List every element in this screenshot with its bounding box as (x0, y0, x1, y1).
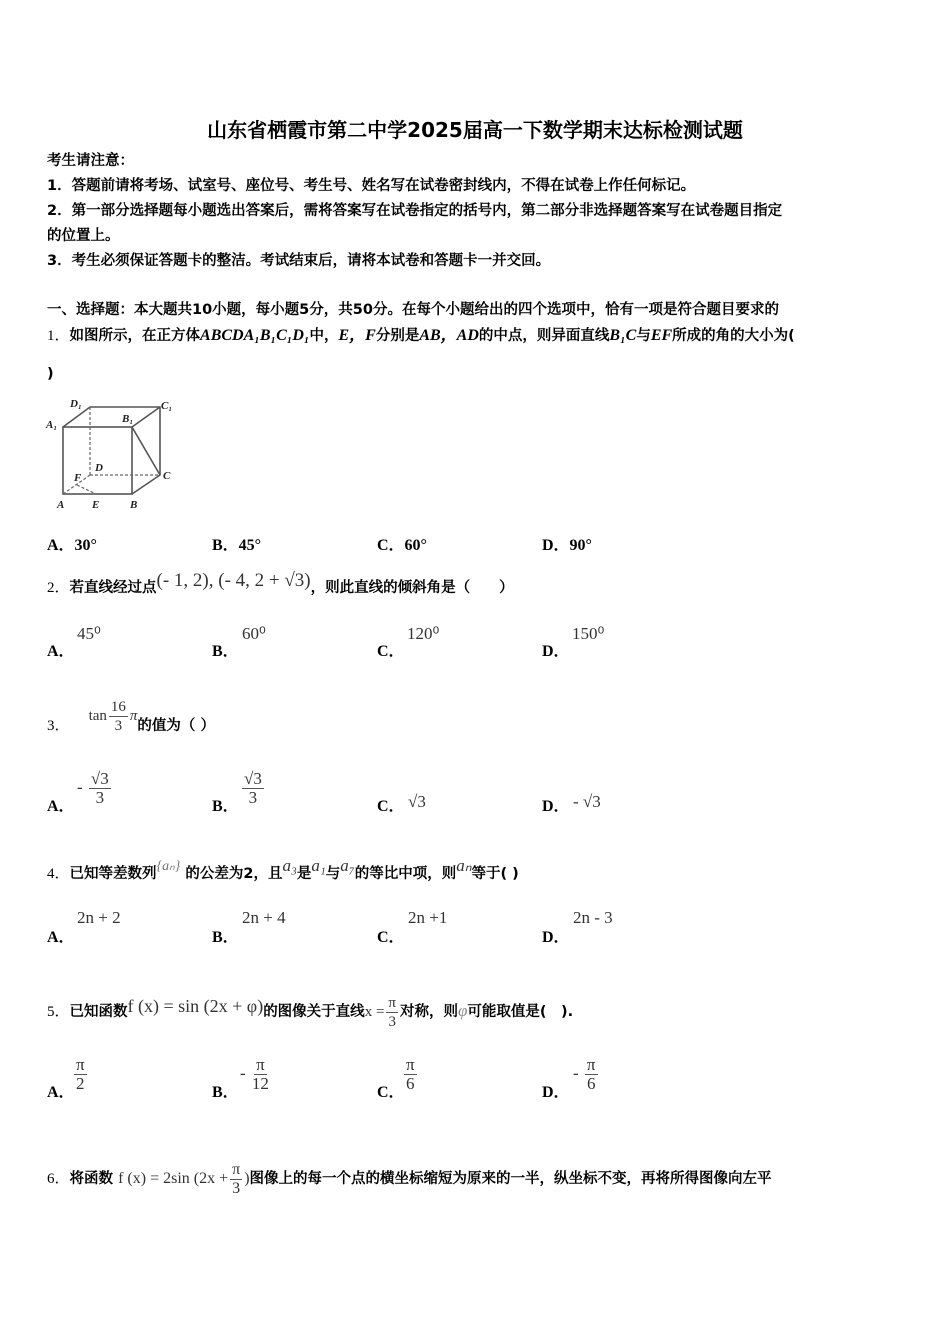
option-b-letter[interactable]: B． (212, 929, 239, 946)
pi: π (129, 707, 138, 724)
math-phi: φ (457, 1000, 468, 1020)
option-c-letter[interactable]: C． (377, 798, 405, 815)
label-a: A (57, 499, 65, 511)
math-line (364, 995, 400, 1030)
sign: - (240, 1063, 246, 1083)
notice-heading: 考生请注意： (47, 153, 134, 169)
label-b: B (130, 499, 138, 511)
fraction (585, 1056, 598, 1093)
math-ef: E，F (338, 327, 376, 344)
q-text: 与 (636, 328, 651, 344)
label-c1: C₁ (161, 400, 173, 412)
question-1 (47, 326, 795, 346)
fraction (89, 770, 111, 807)
q-text: 中， (309, 328, 339, 344)
math-tan (88, 699, 138, 734)
option-b-letter[interactable]: B． (212, 1084, 239, 1101)
notice-item: 的位置上。 (47, 228, 120, 244)
option-a-value: 45⁰ (77, 624, 101, 643)
q-text: 如图所示，在正方体 (69, 328, 201, 344)
option-c-letter[interactable]: C． (377, 929, 405, 946)
option-a-value (77, 770, 113, 807)
q-text: 可能取值是( ). (467, 1003, 574, 1020)
math-an: aₙ (456, 856, 472, 875)
q-text: ，则此直线的倾斜角是（ ） (310, 580, 514, 596)
math-function: f (x) = sin (2x + φ) (127, 995, 264, 1016)
option-d-value (573, 1056, 600, 1093)
q-text: 分别是 (375, 328, 420, 344)
notice-item: 3．考生必须保证答题卡的整洁。考试结束后，请将本试卷和答题卡一并交回。 (47, 253, 551, 269)
section-heading: 一、选择题：本大题共10小题，每小题5分，共50分。在每个小题给出的四个选项中，恰有一项是符合题目要求的 (47, 302, 779, 318)
option-b-value: 60⁰ (242, 624, 266, 643)
numerator: 16 (110, 699, 126, 715)
numerator: π (232, 1161, 241, 1178)
q-text: 若直线经过点 (69, 580, 157, 596)
math-function (118, 1161, 250, 1197)
fraction (74, 1056, 87, 1093)
option-d-value: 2n - 3 (573, 908, 613, 927)
label-c: C (163, 470, 171, 482)
math-a1: a₁ (311, 856, 326, 875)
label-f: F (74, 472, 82, 484)
question-number: 6． (47, 1171, 70, 1188)
question-number: 5． (47, 1003, 70, 1020)
func-tail: ) (244, 1170, 250, 1188)
math-a3: a₃ (282, 856, 297, 875)
math-ef: EF (650, 327, 673, 344)
option-c-value: 120⁰ (407, 624, 440, 643)
page-title: 山东省栖霞市第二中学2025届高一下数学期末达标检测试题 (207, 118, 743, 142)
q-text: 已知函数 (69, 1003, 128, 1020)
denominator: 12 (251, 1074, 269, 1093)
math-ab: AB，AD (419, 327, 479, 344)
question-number: 3． (47, 717, 70, 734)
sign: - (77, 777, 83, 797)
question-number: 1． (47, 328, 70, 344)
option-a-value (72, 1056, 89, 1093)
segment-b1c (132, 427, 160, 475)
math-seq: {aₙ} (156, 859, 181, 874)
segment-ef (77, 485, 96, 494)
numerator: √3 (244, 769, 262, 788)
cube-figure (40, 390, 190, 520)
option-d-value: 150⁰ (572, 624, 605, 643)
q-text: 图像上的每一个点的横坐标缩短为原来的一半，纵坐标不变，再将所得图像向左平 (249, 1171, 772, 1188)
func-head: f (x) = 2sin (2x + (118, 1170, 229, 1188)
question-5 (47, 994, 573, 1031)
q-text: 是 (296, 866, 312, 882)
option-b-value (240, 1056, 271, 1093)
option-d-value: - √3 (573, 792, 601, 811)
option-a-letter[interactable]: A． (47, 929, 75, 946)
q-text: 的图像关于直线 (263, 1003, 365, 1020)
q-text: 与 (325, 866, 341, 882)
option-c-value (402, 1056, 419, 1093)
numerator: π (406, 1055, 415, 1074)
option-c-letter[interactable]: C． (377, 643, 405, 660)
option-d-letter[interactable]: D． (542, 1084, 570, 1101)
label-b1: B₁ (122, 413, 134, 425)
question-3 (47, 699, 215, 745)
denominator: 3 (114, 718, 123, 734)
q-text: 的中点，则异面直线 (478, 328, 610, 344)
option-a-letter[interactable]: A． (47, 643, 75, 660)
denominator: 3 (388, 1014, 396, 1030)
question-number: 4． (47, 866, 70, 882)
denominator: 3 (232, 1180, 241, 1197)
option-d[interactable]: D．90° (542, 537, 592, 554)
fraction (230, 1161, 242, 1198)
option-a-value: 2n + 2 (77, 908, 121, 927)
option-c-letter[interactable]: C． (377, 1084, 405, 1101)
q-text: 将函数 (69, 1171, 114, 1188)
label-d: D (95, 462, 103, 474)
fraction (242, 770, 264, 807)
question-6 (47, 1161, 772, 1198)
label-e: E (92, 499, 100, 511)
question-2 (47, 570, 514, 598)
q-text: 的等比中项，则 (354, 866, 457, 882)
option-a-letter[interactable]: A． (47, 1084, 75, 1101)
math-cube: ABCDA₁B₁C₁D₁ (200, 327, 310, 344)
denominator: 3 (248, 788, 258, 807)
option-c-value: 2n +1 (408, 908, 448, 927)
option-c[interactable]: C．60° (377, 537, 427, 554)
denominator: 6 (406, 1074, 415, 1093)
numerator: π (256, 1055, 265, 1074)
numerator: π (388, 995, 396, 1011)
question-number: 2． (47, 580, 70, 596)
question-4 (47, 856, 519, 885)
option-a-letter[interactable]: A． (47, 798, 75, 815)
denominator: 6 (586, 1074, 596, 1093)
option-a[interactable]: A．30° (47, 537, 97, 554)
fraction (109, 698, 128, 735)
option-d-letter[interactable]: D． (542, 798, 570, 815)
math-points: (- 1, 2), (- 4, 2 + √3) (156, 570, 311, 591)
fraction (386, 994, 398, 1031)
option-d-letter[interactable]: D． (542, 643, 570, 660)
math-a7: a₇ (340, 856, 355, 875)
q-text: 已知等差数列 (69, 866, 157, 882)
notice-item: 1．答题前请将考场、试室号、座位号、考生号、姓名写在试卷密封线内，不得在试卷上作任何标记。 (47, 178, 696, 194)
label-a1: A₁ (46, 419, 58, 431)
denominator: 3 (95, 788, 105, 807)
question-1-close: ) (47, 366, 54, 382)
notice-item: 2．第一部分选择题每小题选出答案后，需将答案写在试卷指定的括号内，第二部分非选择题答案写在试卷题目指定 (47, 203, 783, 219)
q-text: 所成的角的大小为( (672, 328, 795, 344)
q-text: 等于( ) (471, 866, 519, 882)
option-b-value (240, 770, 266, 807)
fraction (252, 1056, 269, 1093)
option-d-letter[interactable]: D． (542, 929, 570, 946)
q-text: 的公差为2，且 (185, 866, 283, 882)
option-b-letter[interactable]: B． (212, 798, 239, 815)
sign: - (573, 1063, 579, 1083)
math-b1c: B₁C (609, 327, 637, 344)
option-b[interactable]: B．45° (212, 537, 262, 554)
x-equals: x = (364, 1003, 385, 1020)
q-text: 对称，则 (399, 1003, 458, 1020)
tan: tan (88, 707, 107, 724)
fraction (404, 1056, 417, 1093)
option-b-letter[interactable]: B． (212, 643, 239, 660)
option-c-value: √3 (408, 792, 426, 811)
label-d1: D₁ (70, 398, 82, 410)
numerator: √3 (90, 769, 109, 788)
option-b-value: 2n + 4 (242, 908, 286, 927)
numerator: π (76, 1055, 85, 1074)
q-text: 的值为（ ） (137, 717, 215, 734)
denominator: 2 (76, 1074, 85, 1093)
numerator: π (586, 1055, 596, 1074)
